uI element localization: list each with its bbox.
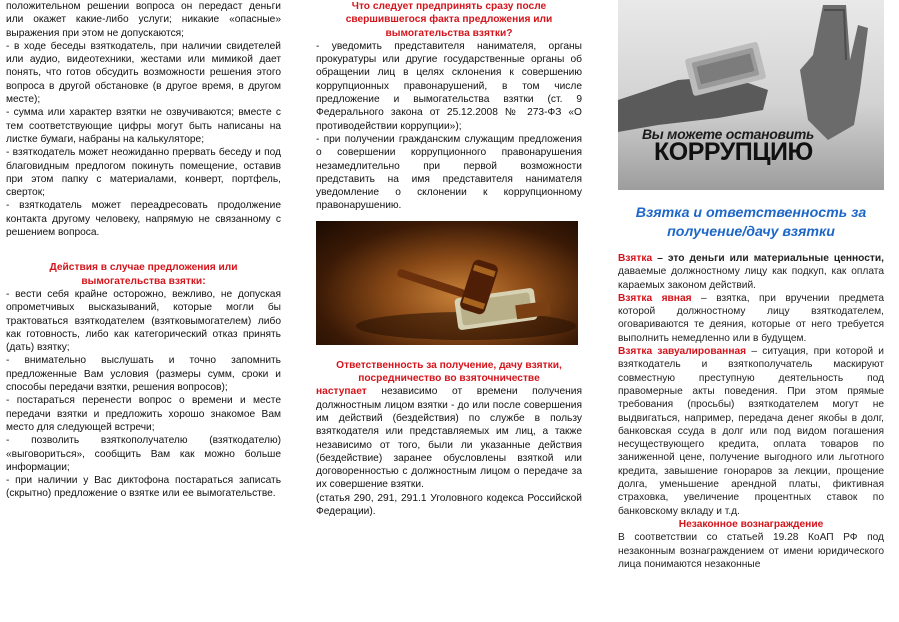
column-middle bbox=[316, 0, 582, 518]
articles-reference: (статья 290, 291, 291.1 Уголовного кодекса Российской Федерации). bbox=[316, 492, 582, 518]
illegal-reward-text: В соответствии со статьей 19.28 КоАП РФ под незаконным вознаграждением от имени юридического лица понимаются незаконные bbox=[618, 532, 884, 570]
explicit-text: – взятка, при вручении предмета которой должностному лицу взяткодателем, оговариваются те деяния, которые от него требуется выполнить немедленно или в будущем. bbox=[618, 292, 884, 344]
definition-bribe bbox=[618, 252, 884, 292]
gavel-money-image bbox=[316, 221, 578, 345]
definition-rest: даваемые должностному лицу как подкуп, как оплата караемых законом действий. bbox=[618, 266, 884, 291]
text-paragraph: - постараться перенести вопрос о времени и месте передачи взятки и предложить хорошо знакомое Вам место для следующей встречи; bbox=[6, 395, 281, 433]
cover-corruption-word: КОРРУПЦИЮ bbox=[654, 138, 813, 166]
after-fact-heading: Что следует предпринять сразу после свершившегося факта предложения или вымогательства взятки? bbox=[345, 1, 553, 39]
text-paragraph: - при наличии у Вас диктофона постараться записать (скрытно) предложение о взятке или ее вымогательстве. bbox=[6, 475, 281, 500]
term-explicit: Взятка явная bbox=[618, 292, 692, 304]
responsibility-lead: наступает bbox=[316, 386, 367, 398]
actions-heading: Действия в случае предложения или вымогательства взятки: bbox=[49, 262, 238, 287]
text-paragraph bbox=[316, 385, 582, 491]
veiled-text: – ситуация, при которой и взяткодатель и взяткополучатель маскируют совместную преступную деятельность под правомерные акты поведения. При этом прямые требования (просьбы) взяткодателем могут не выдвигаться, например, передача денег якобы в долг, банковская ссуда в долг или под видом погашения несуществующего кредита, оплата товаров по заниженной цене, получение выгодного или льготного кредита, завышение гонораров за лекции, прощение долга, уменьшение арендной платы, фиктивная страховка, увеличение процентных ставок по банковскому вкладу и т.д. bbox=[618, 346, 884, 517]
text-paragraph: - в ходе беседы взяткодатель, при наличии свидетелей или аудио, видеотехники, жестами или мимикой дает понять, что готов обсудить возможности решения этого вопроса в другой обстановке (в другое время, в другом месте); bbox=[6, 40, 281, 106]
cover-image bbox=[618, 0, 884, 190]
definition-bold: – это деньги или материальные ценности, bbox=[652, 253, 884, 264]
text-paragraph: - уведомить представителя нанимателя, органы прокуратуры или другие государственные органы об обращении лиц в целях склонения к совершению коррупционных правонарушений, в том числе предложение и вымогательства взятки (ст. 9 Федерального закона от 25.12.2008 № 273-ФЗ «О противодействии коррупции»); bbox=[316, 40, 582, 132]
text-paragraph: - вести себя крайне осторожно, вежливо, не допуская опрометчивых высказываний, которые могли бы трактоваться взяткодателем (взятковымогателем) либо как готовность, либо как категорический отказ принять (дать) взятку; bbox=[6, 288, 281, 354]
definition-explicit bbox=[618, 292, 884, 345]
text-paragraph: - внимательно выслушать и точно запомнить предложенные Вам условия (размеры сумм, сроки и способы передачи взятки, решения вопросов); bbox=[6, 355, 281, 394]
column-left bbox=[6, 0, 281, 501]
definition-veiled bbox=[618, 345, 884, 518]
term-veiled: Взятка завуалированная bbox=[618, 346, 747, 358]
text-paragraph: - при получении гражданским служащим предложения о совершении коррупционного правонарушения незамедлительно при первой возможности представить на имя представителя нанимателя уведомление о склонении к коррупционному правонарушению. bbox=[316, 133, 582, 212]
text-paragraph: - сумма или характер взятки не озвучиваются; вместе с тем соответствующие цифры могут быть написаны на листке бумаги, набраны на калькуляторе; bbox=[6, 107, 281, 145]
text-paragraph: положительном решении вопроса он передаст деньги или окажет какие-либо услуги; никакие «опасные» выражения при этом не допускаются; bbox=[6, 1, 281, 39]
responsibility-heading: Ответственность за получение, дачу взятки, посредничество во взяточничестве bbox=[336, 359, 562, 385]
illegal-reward-heading: Незаконное вознаграждение bbox=[678, 518, 824, 530]
brochure-title: Взятка и ответственность за получение/дачу взятки bbox=[635, 205, 867, 240]
responsibility-text: независимо от времени получения должностным лицом взятки - до или после совершения им действий (бездействия) по службе в пользу взяткодателя или представляемых им лиц, а также независимо от того, были ли указанные действия (бездействие) заранее обусловлены взяткой или договоренностью с должностным лицом о передаче за их совершение взятки. bbox=[316, 386, 582, 491]
text-paragraph: - взяткодатель может неожиданно прервать беседу и под благовидным предлогом покинуть помещение, оставив при этом папку с материалами, конверт, портфель, сверток; bbox=[6, 147, 281, 199]
term-bribe: Взятка bbox=[618, 253, 653, 264]
text-paragraph: - взяткодатель может переадресовать продолжение контакта другому человеку, напрямую не связанному с решением вопроса. bbox=[6, 200, 281, 239]
text-paragraph: - позволить взяткополучателю (взяткодателю) «выговориться», сообщить Вам как можно больше информации; bbox=[6, 435, 281, 473]
cover-slogan: Вы можете остановить bbox=[642, 126, 815, 142]
column-right bbox=[618, 0, 884, 571]
gavel-icon bbox=[316, 221, 578, 345]
